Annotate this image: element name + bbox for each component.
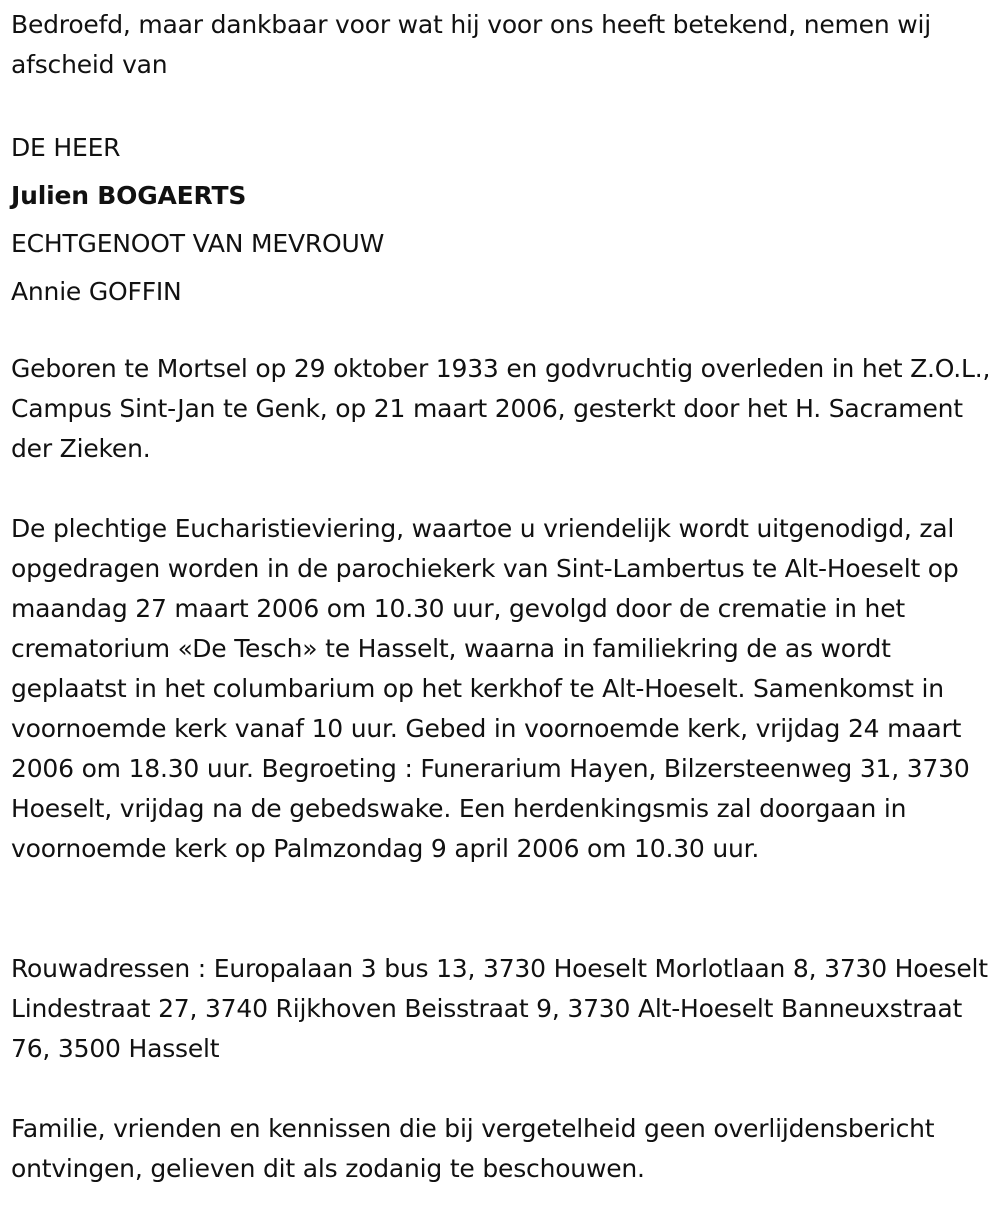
closing-paragraph: Familie, vrienden en kennissen die bij vergetelheid geen overlijdensbericht ontvingen, gelieven dit als zodanig te beschouwen. xyxy=(11,1114,935,1183)
spouse-name: Annie GOFFIN xyxy=(11,277,182,306)
intro-paragraph: Bedroefd, maar dankbaar voor wat hij voor ons heeft betekend, nemen wij afscheid van xyxy=(11,10,931,79)
spouse-label: ECHTGENOOT VAN MEVROUW xyxy=(11,229,385,258)
name-block xyxy=(11,124,991,316)
mourning-addresses-paragraph: Rouwadressen : Europalaan 3 bus 13, 3730 Hoeselt Morlotlaan 8, 3730 Hoeselt Lindestraat 27, 3740 Rijkhoven Beisstraat 9, 3730 Alt-Hoeselt Banneuxstraat 76, 3500 Hasselt xyxy=(11,954,988,1063)
ceremony-paragraph: De plechtige Eucharistieviering, waartoe u vriendelijk wordt uitgenodigd, zal opgedragen worden in de parochiekerk van Sint-Lambertus te Alt-Hoeselt op maandag 27 maart 2006 om 10.30 uur, gevolgd door de crematie in het crematorium «De Tesch» te Hasselt, waarna in familiekring de as wordt geplaatst in het columbarium op het kerkhof te Alt-Hoeselt. Samenkomst in voornoemde kerk vanaf 10 uur. Gebed in voornoemde kerk, vrijdag 24 maart 2006 om 18.30 uur. Begroeting : Funerarium Hayen, Bilzersteenweg 31, 3730 Hoeselt, vrijdag na de gebedswake. Een herdenkingsmis zal doorgaan in voornoemde kerk op Palmzondag 9 april 2006 om 10.30 uur. xyxy=(11,514,970,863)
deceased-name: Julien BOGAERTS xyxy=(11,181,247,210)
birth-death-paragraph: Geboren te Mortsel op 29 oktober 1933 en godvruchtig overleden in het Z.O.L., Campus Sint-Jan te Genk, op 21 maart 2006, gesterkt door het H. Sacrament der Zieken. xyxy=(11,354,991,463)
title-line: DE HEER xyxy=(11,133,121,162)
